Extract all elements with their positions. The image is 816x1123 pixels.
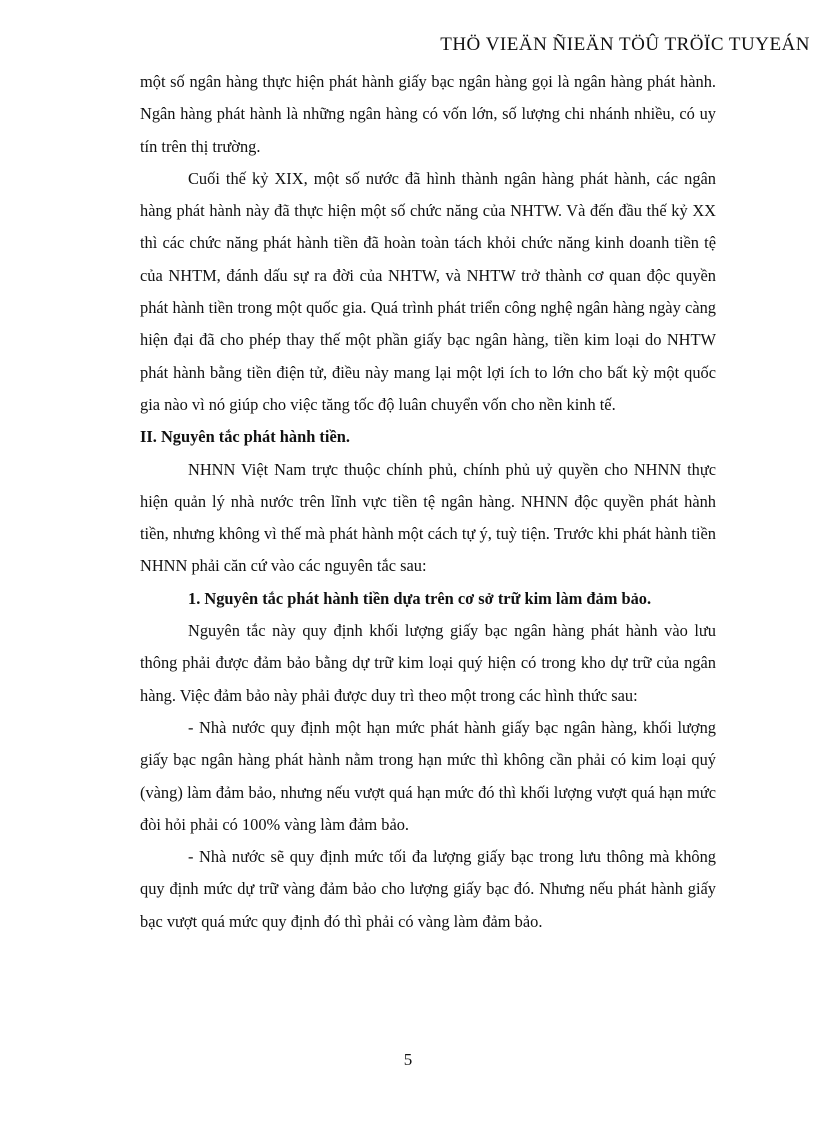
subsection-heading: 1. Nguyên tắc phát hành tiền dựa trên cơ sở trữ kim làm đảm bảo. [188, 588, 652, 608]
page-number: 5 [403, 1050, 413, 1069]
section-heading: II. Nguyên tắc phát hành tiền. [140, 427, 350, 447]
paragraph-bullet-2: - Nhà nước sẽ quy định mức tối đa lượng giấy bạc trong lưu thông mà không quy định mức dự trữ vàng đảm bảo cho lượng giấy bạc đó. Nhưng nếu phát hành giấy bạc vượt quá mức quy định đó thì phải có vàng làm đảm bảo. [140, 847, 716, 931]
paragraph-intro: NHNN Việt Nam trực thuộc chính phủ, chính phủ uỷ quyền cho NHNN thực hiện quản lý nhà nước trên lĩnh vực tiền tệ ngân hàng. NHNN độc quyền phát hành tiền, nhưng không vì thế mà phát hành một cách tự ý, tuỳ tiện. Trước khi phát hành tiền NHNN phải căn cứ vào các nguyên tắc sau: [140, 459, 716, 576]
paragraph-principle: Nguyên tắc này quy định khối lượng giấy bạc ngân hàng phát hành vào lưu thông phải được đảm bảo bằng dự trữ kim loại quý hiện có trong kho dự trữ của ngân hàng. Việc đảm bảo này phải được duy trì theo một trong các hình thức sau: [140, 621, 716, 705]
document-body [140, 66, 716, 938]
paragraph-continuation: một số ngân hàng thực hiện phát hành giấy bạc ngân hàng gọi là ngân hàng phát hành. Ngân hàng phát hành là những ngân hàng có vốn lớn, số lượng chi nhánh nhiều, có uy tín trên thị trường. [140, 72, 716, 156]
running-header: THÖ VIEÄN ÑIEÄN TÖÛ TRÖÏC TUYEÁN [440, 34, 810, 55]
paragraph-bullet-1: - Nhà nước quy định một hạn mức phát hành giấy bạc ngân hàng, khối lượng giấy bạc ngân hàng phát hành nằm trong hạn mức thì không cần phải có kim loại quý (vàng) làm đảm bảo, nhưng nếu vượt quá hạn mức đó thì khối lượng vượt quá hạn mức đòi hỏi phải có 100% vàng làm đảm bảo. [140, 717, 716, 834]
paragraph-history: Cuối thế kỷ XIX, một số nước đã hình thành ngân hàng phát hành, các ngân hàng phát hành này đã thực hiện một số chức năng của NHTW. Và đến đầu thế kỷ XX thì các chức năng phát hành tiền đã hoàn toàn tách khỏi chức năng kinh doanh tiền tệ của NHTM, đánh dấu sự ra đời của NHTW, và NHTW trở thành cơ quan độc quyền phát hành tiền trong một quốc gia. Quá trình phát triển công nghệ ngân hàng ngày càng hiện đại đã cho phép thay thế một phần giấy bạc ngân hàng, tiền kim loại do NHTW phát hành bằng tiền điện tử, điều này mang lại một lợi ích to lớn cho bất kỳ một quốc gia nào vì nó giúp cho việc tăng tốc độ luân chuyển vốn cho nền kinh tế. [140, 168, 716, 414]
